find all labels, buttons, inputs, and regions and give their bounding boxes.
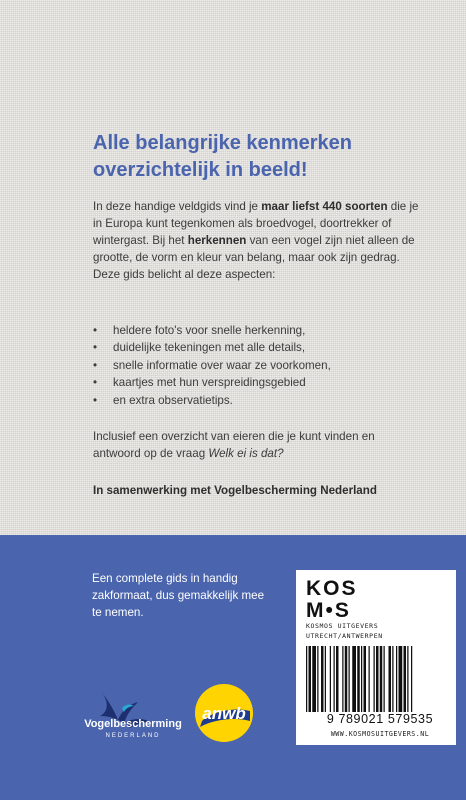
list-item: • duidelijke tekeningen met alle details, bbox=[93, 341, 306, 355]
publisher-cities: UTRECHT/ANTWERPEN bbox=[306, 632, 383, 640]
list-item: • en extra observatietips. bbox=[93, 393, 233, 407]
partner-statement: In samenwerking met Vogelbescherming Nederland bbox=[93, 484, 377, 497]
isbn-number: 9 789021 579535 bbox=[326, 712, 434, 726]
vogelbescherming-subtitle: NEDERLAND bbox=[105, 733, 161, 739]
list-item: • heldere foto's voor snelle herkenning, bbox=[93, 324, 306, 337]
list-item: • kaartjes met hun verspreidingsgebied bbox=[93, 376, 306, 390]
publisher-name: KOSMOS UITGEVERS bbox=[306, 622, 379, 630]
kosmos-logo-row1: KOS bbox=[306, 577, 358, 600]
band-description: Een complete gids in handig zakformaat, dus gemakkelijk mee te nemen. bbox=[92, 572, 265, 619]
kosmos-logo bbox=[306, 576, 366, 620]
intro-paragraph: In deze handige veldgids vind je maar liefst 440 soorten die je in Europa kunt tegenkomen als broedvogel, doortrekker of wintergast. Bij het herkennen van een vogel zijn niet alleen de grootte, de vorm en kleur van belang, maar ook zijn gedrag. Deze gids belicht al deze aspecten: bbox=[93, 200, 419, 281]
feature-list bbox=[93, 322, 423, 409]
headline: Alle belangrijke kenmerken overzichtelijk in beeld! bbox=[93, 132, 353, 181]
anwb-logo bbox=[192, 681, 256, 745]
kosmos-logo-row2: M•S bbox=[306, 599, 351, 620]
barcode bbox=[306, 646, 450, 712]
anwb-text: anwb bbox=[202, 704, 246, 723]
publisher-website: WWW.KOSMOSUITGEVERS.NL bbox=[330, 730, 430, 738]
vogelbescherming-name: Vogelbescherming bbox=[84, 718, 182, 730]
outro-paragraph: Inclusief een overzicht van eieren die je kunt vinden en antwoord op de vraag Welk ei is dat? bbox=[93, 430, 375, 460]
list-item: • snelle informatie over waar ze voorkomen, bbox=[93, 358, 331, 372]
